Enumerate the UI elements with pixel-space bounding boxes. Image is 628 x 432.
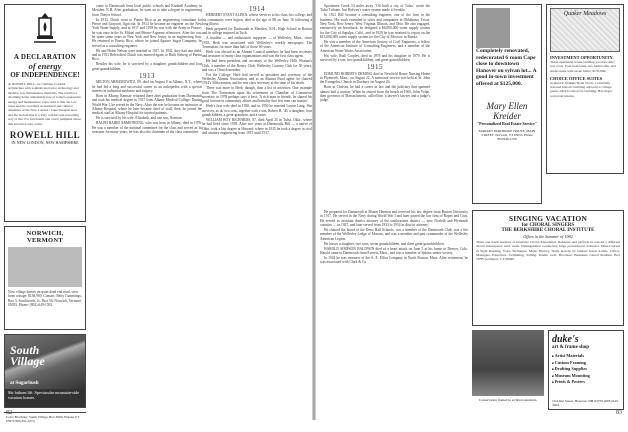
- house-photo: [476, 8, 510, 48]
- paragraph: He chaired the board of the Deno Hall Schools, was a member of the Dartmouth Club, was a life member of the Wellesley Lodge of Masons, and was a member and past commander of the Wellesley American Legion.: [320, 227, 468, 241]
- quaker-heading-2: CHOICE OFFICE SUITES: [550, 75, 603, 81]
- list-item: ■ Drafting Supplies: [552, 366, 620, 373]
- paragraph: Besides his wife, he is survived by a daughter, grandchildren and four great-grandchildren.: [92, 62, 202, 71]
- list-item: ■ Custom Framing: [552, 360, 620, 367]
- south-village-tagline: Ski fathom lift. Spectacular mountain-side vacation homes.: [8, 390, 80, 400]
- lantern-icon: [30, 12, 60, 46]
- class-year-heading: 1915: [367, 63, 383, 72]
- paragraph: He and Helen Nelson were married in 1917. In 1932, they had one child, and in 1953 Helen died. Dutch was married again, to Ruth Sieberg of Puerto Rico.: [92, 48, 202, 62]
- page-number-left: 82: [6, 410, 12, 416]
- rowell-body: At ROWELL HILL, we combine Colonial architecture with sophisticated solar technology and modern, low maintenance materials. The result is a charming home remarkably free of today's oppressive energy and maintenance costs. Add to this our low taxes and the excellent recreational and cultural amenities of the New London / Lake Sunapee area, and the bottom line is a truly comfort and rewarding way of life. For full details and a new pamphlet about this attractive area, write:: [8, 82, 81, 126]
- singing-vacation-ad[interactable]: [472, 210, 624, 326]
- dukes-address: 10 Allen Street, Hanover, NH 03755 (603) 643-3404: [552, 399, 619, 407]
- quaker-meadows-ad[interactable]: [546, 4, 624, 174]
- paragraph: He leaves a daughter, two sons, seven grandchildren, and three great-grandchildren.: [324, 241, 445, 246]
- paragraph: There was more to Herb, though, than a list of activities. One example from The Townsman upon his retirement as Chamber of Commerce secretary in 1978 perhaps says it best: 'A rich man in friends, he shared his good fortune in community affairs and humility that few men can muster.': [202, 86, 312, 104]
- kreider-tagline: "Personalized Real Estate Service": [476, 121, 538, 126]
- norwich-title: NORWICH, VERMONT: [26, 230, 64, 244]
- paragraph: Born in Chelsea, he had a career in law and the judiciary that spanned almost half a century. When he retired from the bench in 1965, John Volpe, then governor of Massachusetts, called him 'a lawyer's lawyer and a judge's judge.': [320, 85, 430, 103]
- mountain-photo: [5, 335, 85, 389]
- list-item: ■ Museum Mounting: [552, 373, 620, 380]
- left-ad-column: [4, 4, 86, 432]
- paragraph: come to Dartmouth from local public schools and Kimball Academy in Meriden, N.H. After graduation, he went on to take a degree in engineering from Thayer School.: [92, 4, 202, 17]
- right-page: [316, 0, 628, 420]
- class-year-heading: 1914: [249, 5, 265, 13]
- singing-title: SINGING VACATION: [508, 214, 588, 223]
- singing-body: Three one-week sessions of intensive Choral Experience. Rehearse and perform in concert a different choral masterpiece each week. Distinguished conductors, large professional orchestra. Mini-Courses in Sight Reading, Voice Technique, Music History. Daily lessons by famous Guest Artists, Critics, Managers, Educators. Swimming, Sailing, Tennis, Golf. Brochure: Berkshire Choral Institute, Box 707B Southport, CT 06490: [476, 240, 620, 262]
- paragraph: HERBERT STANT ALDEN, whose services to his class, his college, and his community were legion, died at the age of 88 on June 16 following a long illness.: [202, 13, 312, 27]
- norwich-body: Now village homes on quiet dead end road, view from cottage. $138,900. Contact: Betty Cummings, Box 3, Southworth, Jr., Box 56, Norwich, Vermont 05055. Phone: (802) 649-1592.: [8, 290, 82, 308]
- rowell-headline-1: A DECLARATION: [13, 53, 77, 61]
- class-year-heading: 1913: [139, 71, 155, 80]
- conservation-caption: Conservation framed in archival standards.: [478, 398, 538, 402]
- rowell-location: IN NEW LONDON, NEW HAMPSHIRE: [11, 140, 79, 146]
- paragraph: Herb prepared for Dartmouth at Meriden, N.H., High School in Boston and in college majored in Tuck.: [202, 26, 312, 36]
- paragraph: Born in Albany, Ramsay returned there after graduation from Dartmouth and took his medical degree in 1917 from Albany Medical College. During World War I, he served in the Navy. After the war he became an instructor at Albany Hospital, where he later became chief of staff; then, he joined the medical staff at Albany Hospital for injured patients.: [92, 93, 202, 116]
- kreider-name: Mary Ellen Kreider: [486, 101, 528, 121]
- right-text-column-2: [320, 210, 468, 400]
- left-text-column-1: [92, 4, 202, 408]
- paragraph: Herb's first wife died in 1930, and in 1950 he married Louise Lang. She survives, as do two sons, together with a son, Robert H. '40, a daughter, four grandchildren, a great-grandson, and a sister.: [202, 104, 312, 118]
- paragraph: He is survived by his wife, Elizabeth, and one son, Norman.: [96, 116, 183, 121]
- paragraph: RALPH BAIRD ARMSTRONG, who was born in Albany, died in 1976. He was a member of the national committee for the class and served as its treasurer for many years; he was also the chairman of the class committee.: [92, 121, 202, 134]
- quaker-sketch-title: Quaker Meadows: [563, 11, 607, 17]
- paragraph: WILLIAM ROY RICHARDS, 87, died April 25 in Tulsa, Okla., where he had lived since 1918. After two years at Dartmouth, Bill — a native of Ohio, took a law degree at Harvard, where in 1915 he took a degree in civil and sanitary engineering from 1915 until 1917.: [202, 118, 312, 136]
- rowell-headline-2: of energy: [28, 61, 62, 71]
- rowell-hill-ad[interactable]: [4, 4, 86, 222]
- dukes-sub: art & frame shop: [552, 345, 590, 350]
- kreider-ad[interactable]: [472, 4, 542, 204]
- paragraph: He prepared for Dartmouth at Mount Hermon and received his law degree from Boston University in 1917. He served in the Navy during World War I and later joined the law firm of Ropes and Gray. He served as assistant district attorney of the southeastern district — now Norfolk and Plymouth counties — in 1927, and later served from 1933 to 1954 as district attorney.: [320, 210, 468, 228]
- quaker-sketch: [550, 8, 620, 52]
- list-item: ■ Prints & Posters: [552, 379, 620, 386]
- singing-institute: THE BERKSHIRE CHORAL INSTITUTE: [501, 228, 595, 233]
- house-photo: [8, 247, 82, 287]
- south-village-contact: Color Brochure: South Village, Box 3000, Warren VT 05674 800-451-4574: [4, 412, 86, 432]
- paragraph: EDMUND ROBERTS DEMING died in Newfield Home Nursing Home in Plymouth, Mass., on August 22. A memorial service was held at St. John the Evangelist Church in Duxbury on August 26.: [320, 71, 430, 85]
- kreider-address: MARKET PARTRIDGE HOUSE, MAIN STREET, Norwich, VT 05055, Phone 802/649-1706: [478, 129, 536, 142]
- dukes-list: [552, 353, 620, 386]
- paragraph: In 1921 Bill became a consulting engineer, one of the firm in the business. His work extended to cities and companies in Oklahoma, Texas, New York, New Jersey, West Virginia, Illinois, and Ohio. He also engaged, extensively on horseback, he designed a $6,000,000 water supply system for the City of Sapulpa, Calif., and in 1929 he was retained to report on the $15,000,000 water supply system for the City of Moscow in Russia.: [320, 13, 430, 39]
- paragraph: Sportsmen Creek 54 miles away. 'Oil built a city of Tulsa,' wrote the Tulsa Tribune, 'but Holway's water system made it liveable.': [320, 4, 430, 13]
- quaker-body-1: Three-apartment house yielding good income; low costs. Four bedrooms, two bathrooms, and studio units with seven baths; $135,000.: [550, 60, 616, 73]
- right-text-column-1: [320, 4, 430, 204]
- dukes-logo: duke's: [552, 334, 579, 345]
- norwich-ad[interactable]: [4, 226, 86, 330]
- quaker-heading-1: INVESTMENT OPPORTUNITY.: [550, 55, 614, 60]
- singing-subtitle: for CHORAL SINGERS: [521, 223, 575, 228]
- left-text-column-2: [202, 4, 312, 408]
- paragraph: He had been president and secretary of the Wellesley Hills Woman's Club, a member of the Rotary Club, Wellesley Country Club for 50 years, and was a Church member.: [202, 59, 312, 72]
- page-number-right: 83: [616, 410, 622, 416]
- paragraph: For the College, Herb had served as president and secretary of the Wellesley Alumni Association, and as an Alumni Fund agent; he chaired 1914's 50th reunion, and he was class secretary at the time of his death.: [202, 72, 312, 86]
- south-village-logo: South Village: [10, 343, 45, 368]
- paragraph: HAROLD SIMPSON BALDWIN died of a heart attack on June 5 at his home in Denver, Colo. Harold came to Dartmouth from Everett, Mass., and was a member of Sphinx senior society.: [320, 246, 468, 255]
- south-village-location: at Sugarbush: [10, 381, 39, 386]
- paragraph: MILTON ABRAMOWITZ, 89, died on August 8 in Albany, N.Y., where he had led a long and successful career as an orthopedist with a special interest in industrial medicine and surgery.: [92, 80, 202, 93]
- paragraph: His wife, Ruth Cropley, died in 1976 and his daughter in 1979. He is survived by a son, two grandchildren, and great-grandchildren.: [320, 53, 430, 62]
- list-item: ■ Artist Materials: [552, 353, 620, 360]
- paragraph: Herb was elected as an Alumni Council member; he had been secretary and treasurer of many class organizations and was the first class agent.: [202, 49, 312, 59]
- paragraph: In 1924 he was treasurer of the A. E. Elliot Company in North Boston, Mass. After retirement, he was associated with Clark & Co.: [320, 255, 468, 265]
- paragraph: A resident — and enthusiastic supporter — of Wellesley, Mass., since 1918, Herb was associated with Wellesley's weekly newspaper, The Townsman, for more than half of those 60 years.: [202, 36, 312, 49]
- rowell-headline-3: OF INDEPENDENCE!: [10, 71, 80, 79]
- kreider-headline: Completely renovated, redecorated 6 room Cape close to downtown Hanover on sylvan lot... A good in-town investment offered at $125,000.: [476, 48, 537, 87]
- dukes-ad[interactable]: [548, 330, 624, 410]
- quaker-body-2: in historic Judkins Hotel block, a tastefully restored historic building adjacent to village green. Ideal location for building. Has major corporate tenants.: [550, 80, 613, 98]
- singing-offers: Offers in the Summer of 1982: [523, 234, 573, 239]
- south-village-ad[interactable]: [4, 334, 86, 408]
- right-ad-column: [546, 4, 624, 178]
- left-page: [0, 0, 312, 423]
- rowell-name: ROWELL HILL: [9, 130, 81, 141]
- conservation-photo: [472, 330, 544, 396]
- paragraph: He was a member of the American Society of Civil Engineers, a fellow of the American Institute of Consulting Engineers, and a member of the American Water Works Association.: [320, 39, 430, 53]
- paragraph: In 1913, Dutch went to Puerto Rico as an engineering consultant for Pierce and Grayson, Agricola. In 1914 he became an engineer on the New York Water Supply, and in 1917 and 1919 he was with the Army in France; he was once in the St. Mihiel and Meuse-Argonne offensives. After the war, he spent some years in New York and New Jersey in an engineering firm. He returned to Puerto Rico, where he joined Aguirre Sugar Company; he served as a consulting engineer.: [92, 17, 202, 48]
